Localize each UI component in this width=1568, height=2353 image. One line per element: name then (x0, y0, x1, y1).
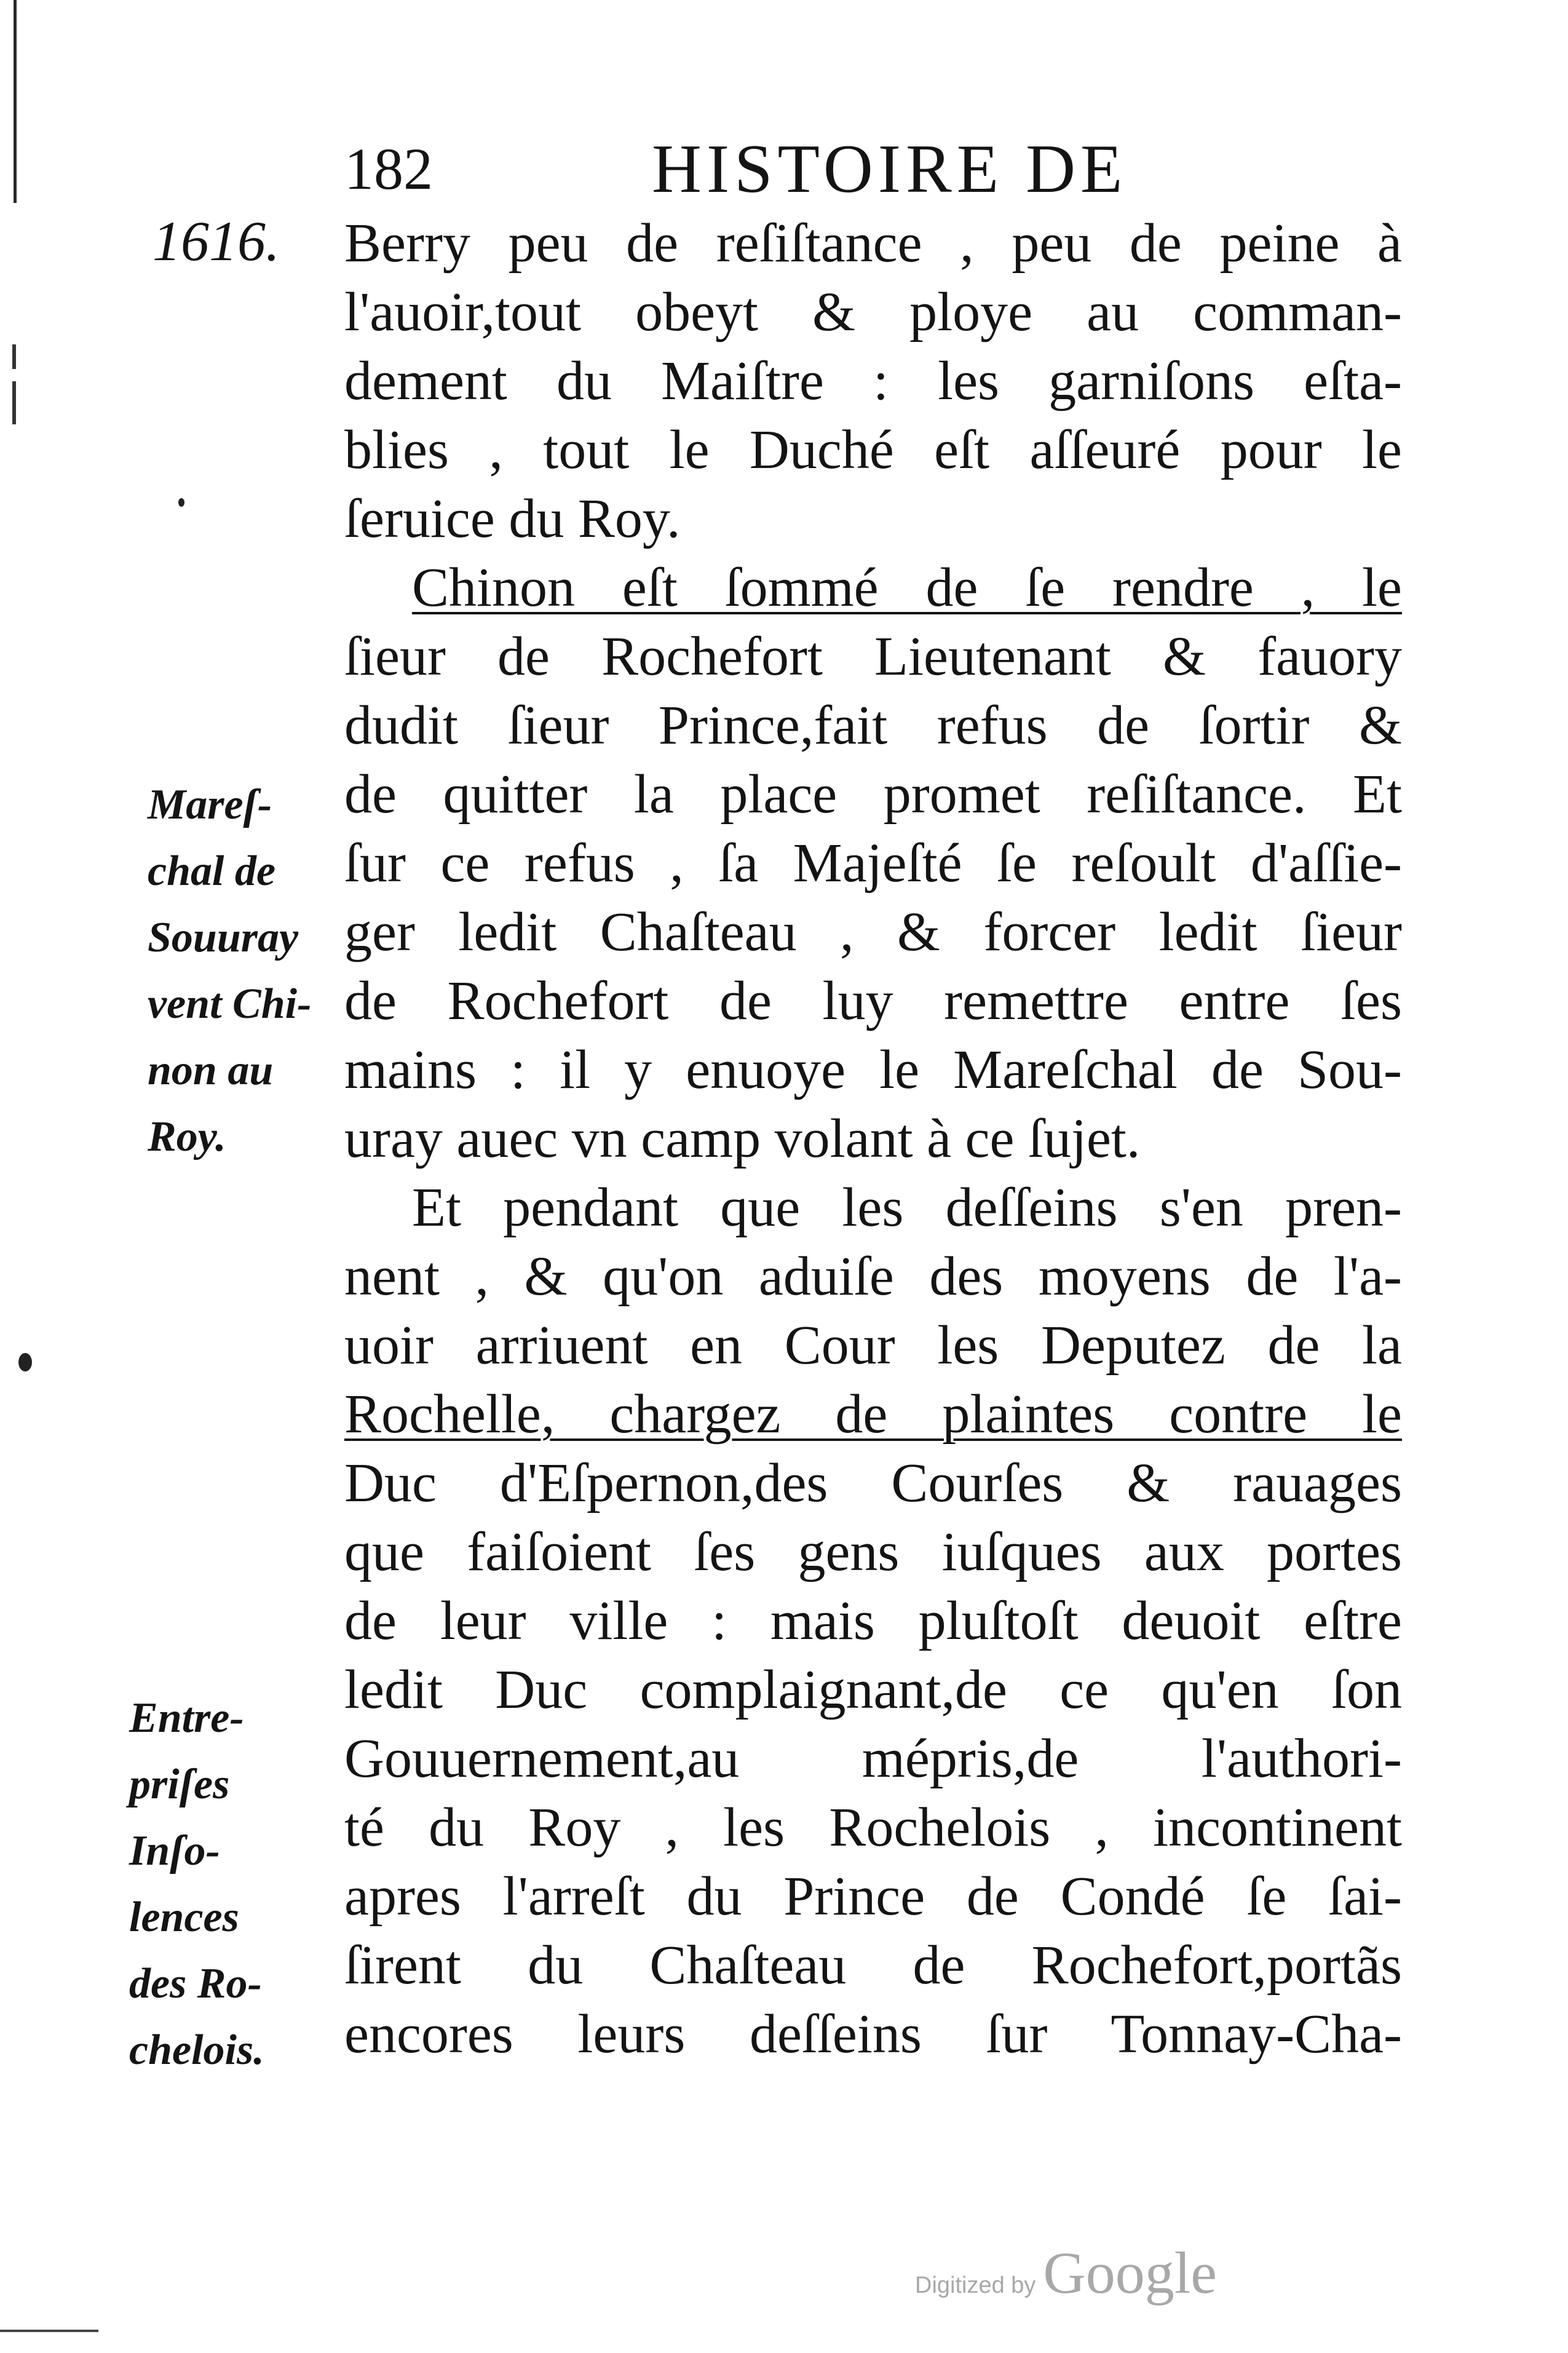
marginal-note-line: Entre- (129, 1694, 244, 1742)
marginal-note-line: des Ro- (129, 1960, 262, 2007)
scan-edge-line (14, 0, 17, 203)
digitized-prefix: Digitized by (915, 2272, 1036, 2298)
text-line: uray auec vn camp volant à ce ſujet. (344, 1108, 1141, 1169)
google-logo: Google (1043, 2240, 1218, 2306)
text-line: ſirent du Chaſteau de Rochefort,portãs (344, 1935, 1402, 1996)
text-line: l'auoir,tout obeyt & ploye au comman- (344, 282, 1402, 343)
text-line: encores leurs deſſeins ſur Tonnay-Cha- (344, 2004, 1402, 2065)
marginal-note-line: chal de (148, 847, 276, 895)
scan-bottom-rule (0, 2330, 98, 2332)
text-line: dudit ſieur Prince,fait refus de ſortir & (344, 695, 1402, 756)
marginal-note-line: vent Chi- (148, 980, 312, 1028)
running-head (344, 129, 1267, 209)
scan-edge-mark (12, 344, 16, 369)
text-line: nent , & qu'on aduiſe des moyens de l'a- (344, 1246, 1402, 1307)
text-line: ſieur de Rochefort Lieutenant & fauory (344, 626, 1402, 687)
marginal-note-line: chelois. (129, 2026, 264, 2074)
text-line: ledit Duc complaignant,de ce qu'en ſon (344, 1659, 1402, 1720)
marginal-note-line: Souuray (148, 914, 299, 961)
text-line: ſur ce refus , ſa Majeſté ſe reſoult d'aſſie- (344, 833, 1402, 894)
running-title: HISTOIRE DE (652, 131, 1128, 207)
scan-edge-mark (12, 381, 16, 424)
text-line: Chinon eſt ſommé de ſe rendre , le (412, 557, 1402, 618)
marginal-note-line: Roy. (148, 1113, 226, 1161)
text-line: Rochelle, chargez de plaintes contre le (344, 1384, 1402, 1445)
text-line: dement du Maiſtre : les garniſons eſta- (344, 351, 1402, 411)
text-line: ger ledit Chaſteau , & forcer ledit ſieur (344, 902, 1402, 962)
text-line: blies , tout le Duché eſt aſſeuré pour le (344, 419, 1402, 480)
marginal-note-line: non au (148, 1047, 274, 1094)
text-line: Gouuernement,au mépris,de l'authori- (344, 1728, 1402, 1789)
text-line: de Rochefort de luy remettre entre ſes (344, 970, 1402, 1031)
marginal-note-line: Inſo- (129, 1827, 220, 1875)
ink-blot (178, 498, 184, 507)
text-line: de quitter la place promet reſiſtance. Et (344, 764, 1402, 825)
marginal-note-line: priſes (129, 1761, 230, 1808)
text-line: que faiſoient ſes gens iuſques aux portes (344, 1522, 1402, 1582)
marginal-note-maréchal (148, 772, 311, 1170)
main-text-block (344, 209, 1402, 2069)
text-line: ſeruice du Roy. (344, 488, 681, 549)
text-line: de leur ville : mais pluſtoſt deuoit eſtre (344, 1590, 1402, 1651)
marginal-note-line: Mareſ- (148, 781, 272, 828)
digitized-by-watermark (915, 2239, 1217, 2307)
marginal-note-line: lences (129, 1894, 239, 1941)
text-line: mains : il y enuoye le Mareſchal de Sou- (344, 1039, 1402, 1100)
text-line: Duc d'Eſpernon,des Courſes & rauages (344, 1453, 1402, 1514)
text-line: apres l'arreſt du Prince de Condé ſe ſai- (344, 1866, 1402, 1927)
text-line: Berry peu de reſiſtance , peu de peine à (344, 213, 1402, 274)
ink-blot (18, 1353, 32, 1371)
text-line: uoir arriuent en Cour les Deputez de la (344, 1315, 1402, 1376)
marginal-note-rochelois (129, 1685, 264, 2084)
text-line: té du Roy , les Rochelois , incontinent (344, 1797, 1402, 1858)
text-line: Et pendant que les deſſeins s'en pren- (412, 1177, 1402, 1238)
margin-year: 1616. (152, 210, 280, 272)
page-number: 182 (344, 136, 433, 202)
